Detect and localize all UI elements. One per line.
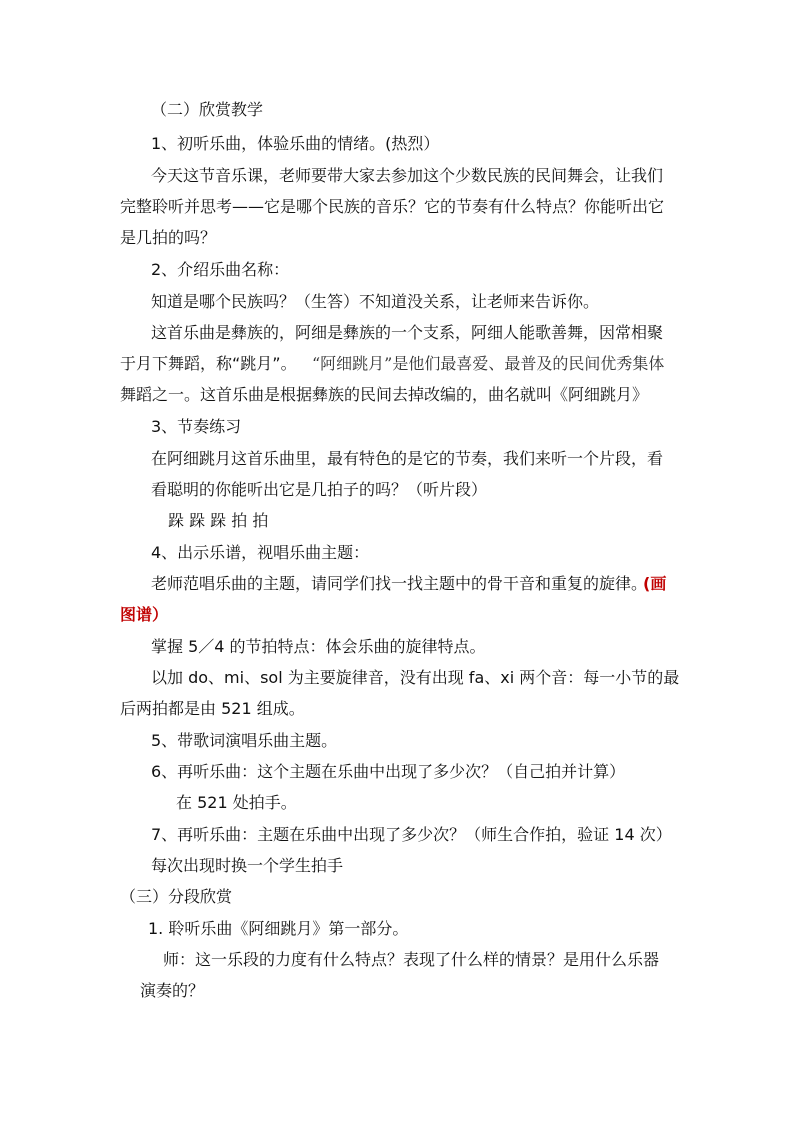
paragraph-line: 是几拍的吗？ <box>120 228 217 247</box>
paragraph-line: 在 521 处拍手。 <box>176 793 297 812</box>
step-6-heading: 6、再听乐曲：这个主题在乐曲中出现了多少次？（自己拍并计算） <box>151 762 626 781</box>
step-2-heading: 2、介绍乐曲名称： <box>151 260 290 279</box>
emphasis-text: (画 <box>643 574 667 593</box>
paragraph-line: 知道是哪个民族吗？（生答）不知道没关系，让老师来告诉你。 <box>151 292 600 311</box>
paragraph-line: 在阿细跳月这首乐曲里，最有特色的是它的节奏，我们来听一个片段，看 <box>151 449 664 468</box>
paragraph-line: 演奏的？ <box>140 981 205 1000</box>
paragraph-line: 看聪明的你能听出它是几拍子的吗？（听片段） <box>151 480 488 499</box>
paragraph-line: 舞蹈之一。这首乐曲是根据彝族的民间去掉改编的，曲名就叫《阿细跳月》 <box>120 385 649 404</box>
emphasis-text: 图谱） <box>120 605 169 624</box>
paragraph-line: 师：这一乐段的力度有什么特点？表现了什么样的情景？是用什么乐器 <box>163 950 660 969</box>
step-4-heading: 4、出示乐谱，视唱乐曲主题： <box>151 543 370 562</box>
paragraph-line: 以加 do、mi、sol 为主要旋律音，没有出现 fa、xi 两个音：每一小节的最 <box>151 668 680 687</box>
paragraph-line: 完整聆听并思考——它是哪个民族的音乐？它的节奏有什么特点？你能听出它 <box>120 197 665 216</box>
step-5-heading: 5、带歌词演唱乐曲主题。 <box>151 731 338 750</box>
paragraph-line: 后两拍都是由 521 组成。 <box>120 699 305 718</box>
step-1-heading: 1、初听乐曲，体验乐曲的情绪。(热烈） <box>151 134 440 153</box>
step-7-heading: 7、再听乐曲：主题在乐曲中出现了多少次？（师生合作拍，验证 14 次） <box>151 825 672 844</box>
paragraph-line: 老师范唱乐曲的主题，请同学们找一找主题中的骨干音和重复的旋律。 <box>151 574 648 593</box>
step-3-heading: 3、节奏练习 <box>151 417 242 436</box>
rhythm-pattern: 跺 跺 跺 拍 拍 <box>168 511 269 530</box>
paragraph-line: 今天这节音乐课，老师要带大家去参加这个少数民族的民间舞会，让我们 <box>151 166 664 185</box>
paragraph-line: 于月下舞蹈，称“跳月”。 <box>120 354 297 373</box>
paragraph-line: 这首乐曲是彝族的，阿细是彝族的一个支系，阿细人能歌善舞，因常相聚 <box>151 323 664 342</box>
paragraph-line: 每次出现时换一个学生拍手 <box>151 856 344 875</box>
paragraph-line: 掌握 5／4 的节拍特点：体会乐曲的旋律特点。 <box>151 637 486 656</box>
section-heading-appreciation: （二）欣赏教学 <box>151 100 264 119</box>
section-heading-segments: （三）分段欣赏 <box>120 887 233 906</box>
list-item: 1. 聆听乐曲《阿细跳月》第一部分。 <box>148 919 409 938</box>
paragraph-line: “阿细跳月”是他们最喜爱、最普及的民间优秀集体 <box>312 354 665 373</box>
